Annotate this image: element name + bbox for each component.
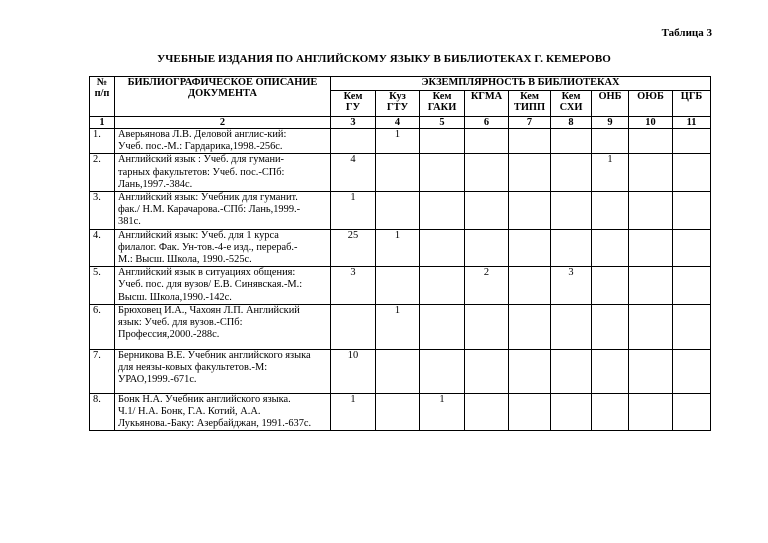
holding-count xyxy=(465,229,509,267)
header-library: Кем ГУ xyxy=(331,91,376,117)
holding-count xyxy=(331,129,376,154)
bibliographic-description xyxy=(115,349,331,393)
column-number: 11 xyxy=(673,117,711,129)
header-library: Кем ТИПП xyxy=(509,91,551,117)
holding-count: 3 xyxy=(331,267,376,305)
holding-count xyxy=(509,229,551,267)
holding-count xyxy=(673,304,711,349)
holding-count xyxy=(509,154,551,192)
description-line: Английский язык в ситуациях общения: xyxy=(118,267,296,279)
row-number: 4. xyxy=(90,229,115,267)
bibliographic-description xyxy=(115,267,331,305)
bibliographic-description xyxy=(115,154,331,192)
holding-count xyxy=(592,129,629,154)
holding-count xyxy=(673,192,711,230)
description-line: Учеб. пос.-М.: Гардарика,1998.-256с. xyxy=(118,141,283,153)
description-line: для неязы-ковых факультетов.-М: xyxy=(118,362,268,374)
holding-count: 3 xyxy=(551,267,592,305)
holding-count xyxy=(592,192,629,230)
description-line: Ч.1/ Н.А. Бонк, Г.А. Котий, А.А. xyxy=(118,406,261,418)
bibliographic-description xyxy=(115,393,331,431)
header-library: ОЮБ xyxy=(629,91,673,117)
holding-count xyxy=(509,129,551,154)
bibliographic-description xyxy=(115,229,331,267)
holding-count xyxy=(376,154,420,192)
holding-count xyxy=(376,393,420,431)
holding-count xyxy=(673,129,711,154)
holding-count xyxy=(551,192,592,230)
holding-count xyxy=(509,304,551,349)
description-line: язык: Учеб. для вузов.-СПб: xyxy=(118,317,243,329)
description-line: Высш. Школа,1990.-142с. xyxy=(118,291,232,303)
holding-count xyxy=(331,304,376,349)
holding-count xyxy=(509,192,551,230)
holding-count xyxy=(673,393,711,431)
holding-count xyxy=(629,229,673,267)
holding-count xyxy=(673,154,711,192)
table-row xyxy=(90,393,711,431)
column-number: 3 xyxy=(331,117,376,129)
column-number: 1 xyxy=(90,117,115,129)
row-number: 7. xyxy=(90,349,115,393)
holding-count xyxy=(465,192,509,230)
holding-count xyxy=(509,393,551,431)
holding-count xyxy=(420,229,465,267)
holding-count: 1 xyxy=(331,192,376,230)
description-line: Профессия,2000.-288с. xyxy=(118,329,220,341)
header-library: КГМА xyxy=(465,91,509,117)
holding-count xyxy=(376,192,420,230)
table-row xyxy=(90,267,711,305)
holding-count xyxy=(551,349,592,393)
header-holdings-group: ЭКЗЕМПЛЯРНОСТЬ В БИБЛИОТЕКАХ xyxy=(331,77,711,91)
holding-count xyxy=(376,267,420,305)
description-line: Берникова В.Е. Учебник английского языка xyxy=(118,349,311,361)
holding-count xyxy=(465,154,509,192)
holding-count xyxy=(465,393,509,431)
column-number: 10 xyxy=(629,117,673,129)
holding-count xyxy=(551,129,592,154)
holding-count xyxy=(551,304,592,349)
description-line: Английский язык: Учеб. для 1 курса xyxy=(118,229,279,241)
header-library: ЦГБ xyxy=(673,91,711,117)
row-number: 6. xyxy=(90,304,115,349)
holding-count xyxy=(465,129,509,154)
description-line: Учеб. пос. для вузов/ Е.В. Синявская.-М.: xyxy=(118,279,303,291)
description-line: тарных факультетов: Учеб. пос.-СПб: xyxy=(118,166,285,178)
holding-count xyxy=(420,349,465,393)
column-number: 5 xyxy=(420,117,465,129)
holding-count xyxy=(509,267,551,305)
holding-count xyxy=(592,304,629,349)
holding-count xyxy=(465,304,509,349)
holding-count xyxy=(420,129,465,154)
holding-count xyxy=(673,267,711,305)
description-line: фак./ Н.М. Карачарова.-СПб: Лань,1999.- xyxy=(118,204,301,216)
description-line: Английский язык : Учеб. для гумани- xyxy=(118,154,285,166)
row-number: 1. xyxy=(90,129,115,154)
row-number: 2. xyxy=(90,154,115,192)
holding-count xyxy=(673,229,711,267)
holding-count xyxy=(629,129,673,154)
bibliographic-description xyxy=(115,192,331,230)
header-library: ОНБ xyxy=(592,91,629,117)
holding-count: 1 xyxy=(420,393,465,431)
holding-count xyxy=(551,229,592,267)
holding-count xyxy=(592,349,629,393)
table-row xyxy=(90,129,711,154)
holding-count xyxy=(629,267,673,305)
description-line: Лань,1997.-384с. xyxy=(118,178,193,190)
holding-count: 25 xyxy=(331,229,376,267)
header-library: Кем ГАКИ xyxy=(420,91,465,117)
table-row xyxy=(90,154,711,192)
column-number: 8 xyxy=(551,117,592,129)
header-number: № п/п xyxy=(90,77,115,117)
holding-count xyxy=(673,349,711,393)
holding-count xyxy=(465,349,509,393)
holding-count: 1 xyxy=(376,304,420,349)
row-number: 3. xyxy=(90,192,115,230)
header-description: БИБЛИОГРАФИЧЕСКОЕ ОПИСАНИЕ ДОКУМЕНТА xyxy=(115,77,331,117)
holding-count xyxy=(551,154,592,192)
holding-count xyxy=(420,304,465,349)
document-title: УЧЕБНЫЕ ИЗДАНИЯ ПО АНГЛИЙСКОМУ ЯЗЫКУ В БИБЛИОТЕКАХ Г. КЕМЕРОВО xyxy=(157,53,611,65)
holding-count: 4 xyxy=(331,154,376,192)
holding-count xyxy=(629,349,673,393)
description-line: Английский язык: Учебник для гуманит. xyxy=(118,192,298,204)
table-row xyxy=(90,229,711,267)
row-number: 8. xyxy=(90,393,115,431)
column-number: 6 xyxy=(465,117,509,129)
holding-count xyxy=(592,393,629,431)
description-line: 381с. xyxy=(118,216,141,228)
description-line: УРАО,1999.-671с. xyxy=(118,374,197,386)
table-row xyxy=(90,304,711,349)
description-line: М.: Высш. Школа, 1990.-525с. xyxy=(118,254,252,266)
holding-count xyxy=(420,267,465,305)
row-number: 5. xyxy=(90,267,115,305)
holding-count: 1 xyxy=(331,393,376,431)
holding-count: 1 xyxy=(376,129,420,154)
holding-count: 1 xyxy=(592,154,629,192)
holding-count xyxy=(629,154,673,192)
holding-count xyxy=(629,192,673,230)
column-number: 7 xyxy=(509,117,551,129)
holding-count xyxy=(420,154,465,192)
holding-count xyxy=(420,192,465,230)
header-library: Кем СХИ xyxy=(551,91,592,117)
table-row xyxy=(90,192,711,230)
holding-count: 10 xyxy=(331,349,376,393)
holding-count xyxy=(592,229,629,267)
holding-count xyxy=(509,349,551,393)
holding-count xyxy=(592,267,629,305)
bibliographic-description xyxy=(115,129,331,154)
holding-count: 2 xyxy=(465,267,509,305)
header-library: Куз ГТУ xyxy=(376,91,420,117)
table-number-label: Таблица 3 xyxy=(661,27,712,39)
description-line: Аверьянова Л.В. Деловой англиc-кий: xyxy=(118,129,287,140)
holding-count xyxy=(629,393,673,431)
table-row xyxy=(90,349,711,393)
column-number: 9 xyxy=(592,117,629,129)
description-line: Брюховец И.А., Чахоян Л.П. Английский xyxy=(118,304,300,316)
column-number: 2 xyxy=(115,117,331,129)
description-line: филалог. Фак. Ун-тов.-4-е изд., перераб.- xyxy=(118,241,298,253)
holding-count xyxy=(376,349,420,393)
column-number: 4 xyxy=(376,117,420,129)
holding-count: 1 xyxy=(376,229,420,267)
holdings-table xyxy=(89,76,711,431)
holding-count xyxy=(629,304,673,349)
holding-count xyxy=(551,393,592,431)
description-line: Бонк Н.А. Учебник английского языка. xyxy=(118,393,291,405)
description-line: Лукьянова.-Баку: Азербайджан, 1991.-637с. xyxy=(118,418,312,430)
bibliographic-description xyxy=(115,304,331,349)
